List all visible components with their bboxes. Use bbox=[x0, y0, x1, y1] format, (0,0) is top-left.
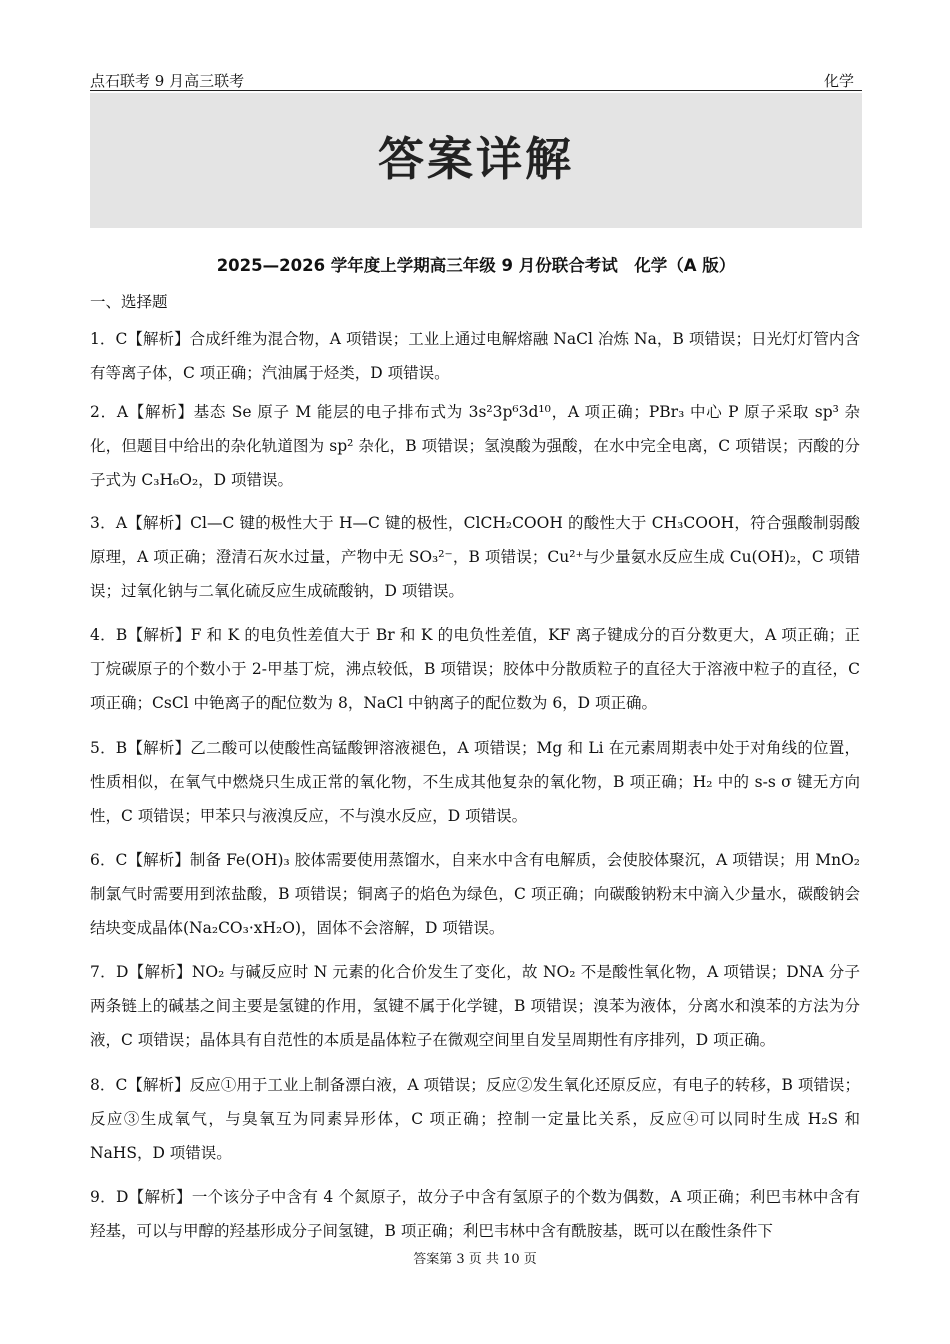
running-header bbox=[90, 64, 862, 91]
title-banner bbox=[90, 93, 862, 228]
answer-item-7: 7．D【解析】NO₂ 与碱反应时 N 元素的化合价发生了变化，故 NO₂ 不是酸性氧化物，A 项错误；DNA 分子两条链上的碱基之间主要是氢键的作用，氢键不属于化学键，B 项错误；溴苯为液体，分离水和溴苯的方法为分液，C 项错误；晶体具有自范性的本质是晶体粒子在微观空间里自发呈周期性有序排列，D 项正确。 bbox=[90, 963, 860, 1049]
banner-title: 答案详解 bbox=[378, 132, 574, 186]
answer-item-8: 8．C【解析】反应①用于工业上制备漂白液，A 项错误；反应②发生氧化还原反应，有电子的转移，B 项错误；反应③生成氧气，与臭氧互为同素异形体，C 项正确；控制一定量比关系，反应④可以同时生成 H₂S 和 NaHS，D 项错误。 bbox=[90, 1076, 860, 1162]
answer-item-4: 4．B【解析】F 和 K 的电负性差值大于 Br 和 K 的电负性差值，KF 离子键成分的百分数更大，A 项正确；正丁烷碳原子的个数小于 2-甲基丁烷，沸点较低，B 项错误；胶体中分散质粒子的直径大于溶液中粒子的直径，C 项正确；CsCl 中铯离子的配位数为 8，NaCl 中钠离子的配位数为 6，D 项正确。 bbox=[90, 626, 860, 712]
exam-subtitle: 2025—2026 学年度上学期高三年级 9 月份联合考试 化学（A 版） bbox=[216, 256, 736, 275]
answer-item-6: 6．C【解析】制备 Fe(OH)₃ 胶体需要使用蒸馏水，自来水中含有电解质，会使胶体聚沉，A 项错误；用 MnO₂ 制氯气时需要用到浓盐酸，B 项错误；铜离子的焰色为绿色，C 项正确；向碳酸钠粉末中滴入少量水，碳酸钠会结块变成晶体(Na₂CO₃·xH₂O)，固体不会溶解，D 项错误。 bbox=[90, 851, 860, 937]
answer-item-9: 9．D【解析】一个该分子中含有 4 个氮原子，故分子中含有氢原子的个数为偶数，A 项正确；利巴韦林中含有羟基，可以与甲醇的羟基形成分子间氢键，B 项正确；利巴韦林中含有酰胺基，既可以在酸性条件下 bbox=[90, 1188, 860, 1240]
header-subject: 化学 bbox=[823, 72, 854, 90]
header-left: 点石联考 9 月高三联考 bbox=[90, 72, 245, 90]
page-footer: 答案第 3 页 共 10 页 bbox=[413, 1252, 537, 1267]
answer-item-1: 1．C【解析】合成纤维为混合物，A 项错误；工业上通过电解熔融 NaCl 冶炼 Na，B 项错误；日光灯灯管内含有等离子体，C 项正确；汽油属于烃类，D 项错误。 bbox=[90, 330, 860, 382]
answer-item-5: 5．B【解析】乙二酸可以使酸性高锰酸钾溶液褪色，A 项错误；Mg 和 Li 在元素周期表中处于对角线的位置，性质相似，在氧气中燃烧只生成正常的氧化物，不生成其他复杂的氧化物，B 项正确；H₂ 中的 s-s σ 键无方向性，C 项错误；甲苯只与液溴反应，不与溴水反应，D 项错误。 bbox=[90, 739, 860, 825]
answer-item-2: 2．A【解析】基态 Se 原子 M 能层的电子排布式为 3s²3p⁶3d¹⁰，A 项正确；PBr₃ 中心 P 原子采取 sp³ 杂化，但题目中给出的杂化轨道图为 sp² 杂化，B 项错误；氢溴酸为强酸，在水中完全电离，C 项错误；丙酸的分子式为 C₃H₆O₂，D 项错误。 bbox=[90, 403, 860, 489]
answer-item-3: 3．A【解析】Cl—C 键的极性大于 H—C 键的极性，ClCH₂COOH 的酸性大于 CH₃COOH，符合强酸制弱酸原理，A 项正确；澄清石灰水过量，产物中无 SO₃²⁻，B 项错误；Cu²⁺与少量氨水反应生成 Cu(OH)₂，C 项错误；过氧化钠与二氧化硫反应生成硫酸钠，D 项错误。 bbox=[90, 514, 860, 600]
section-heading: 一、选择题 bbox=[90, 293, 168, 311]
